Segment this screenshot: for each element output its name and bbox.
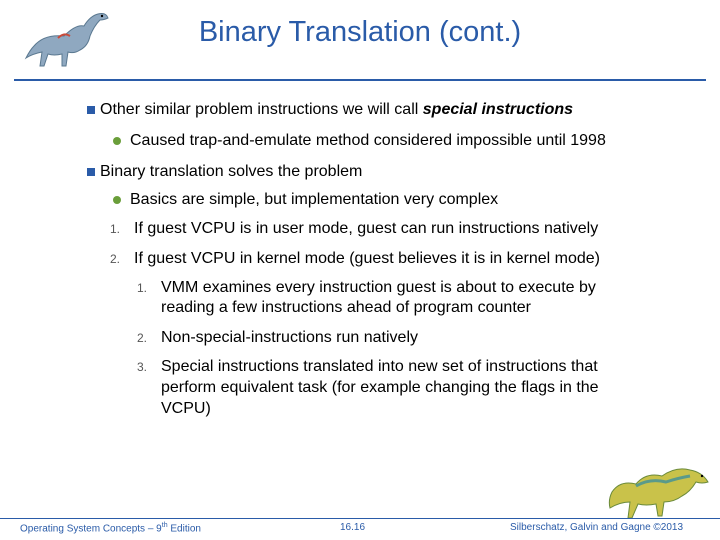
list-number: 2.: [110, 252, 121, 266]
list-number: 1.: [137, 281, 148, 295]
subitem-special-translated-cont2: VCPU): [161, 400, 211, 417]
list-number: 1.: [110, 222, 121, 236]
title-divider: [14, 79, 706, 81]
round-bullet-icon: [113, 196, 121, 204]
dinosaur-footer-icon: [606, 462, 714, 522]
subitem-non-special: Non-special-instructions run natively: [161, 329, 418, 346]
bullet-emphasis: special instructions: [422, 101, 574, 118]
footer-book-title: [20, 522, 201, 534]
footer-title-edition: Edition: [167, 523, 201, 535]
subitem-special-translated: Special instructions translated into new set of instructions that: [161, 358, 598, 375]
slide-title: Binary Translation (cont.): [198, 16, 522, 48]
list-number: 2.: [137, 331, 148, 345]
square-bullet-icon: [87, 168, 95, 176]
footer-authors: Silberschatz, Galvin and Gagne ©2013: [510, 522, 684, 533]
square-bullet-icon: [87, 106, 95, 114]
footer-title-text: Operating System Concepts – 9: [20, 523, 162, 535]
footer-divider: [0, 518, 720, 519]
subitem-vmm-examines-cont: reading a few instructions ahead of program counter: [161, 299, 531, 316]
footer-title-sup: th: [161, 522, 168, 529]
bullet-text: Other similar problem instructions we will call: [100, 101, 423, 118]
bullet-special-instructions: [100, 100, 573, 120]
subbullet-trap-and-emulate: Caused trap-and-emulate method considered impossible until 1998: [130, 132, 606, 149]
round-bullet-icon: [113, 137, 121, 145]
numbered-item-user-mode: If guest VCPU is in user mode, guest can run instructions natively: [134, 220, 599, 237]
subitem-vmm-examines: VMM examines every instruction guest is about to execute by: [161, 279, 596, 296]
bullet-binary-translation: Binary translation solves the problem: [100, 163, 363, 180]
subbullet-basics: Basics are simple, but implementation very complex: [130, 191, 499, 208]
list-number: 3.: [137, 360, 148, 374]
footer-page-number: 16.16: [340, 522, 366, 533]
numbered-item-kernel-mode: If guest VCPU in kernel mode (guest believes it is in kernel mode): [134, 250, 600, 267]
subitem-special-translated-cont: perform equivalent task (for example changing the flags in the: [161, 379, 599, 396]
